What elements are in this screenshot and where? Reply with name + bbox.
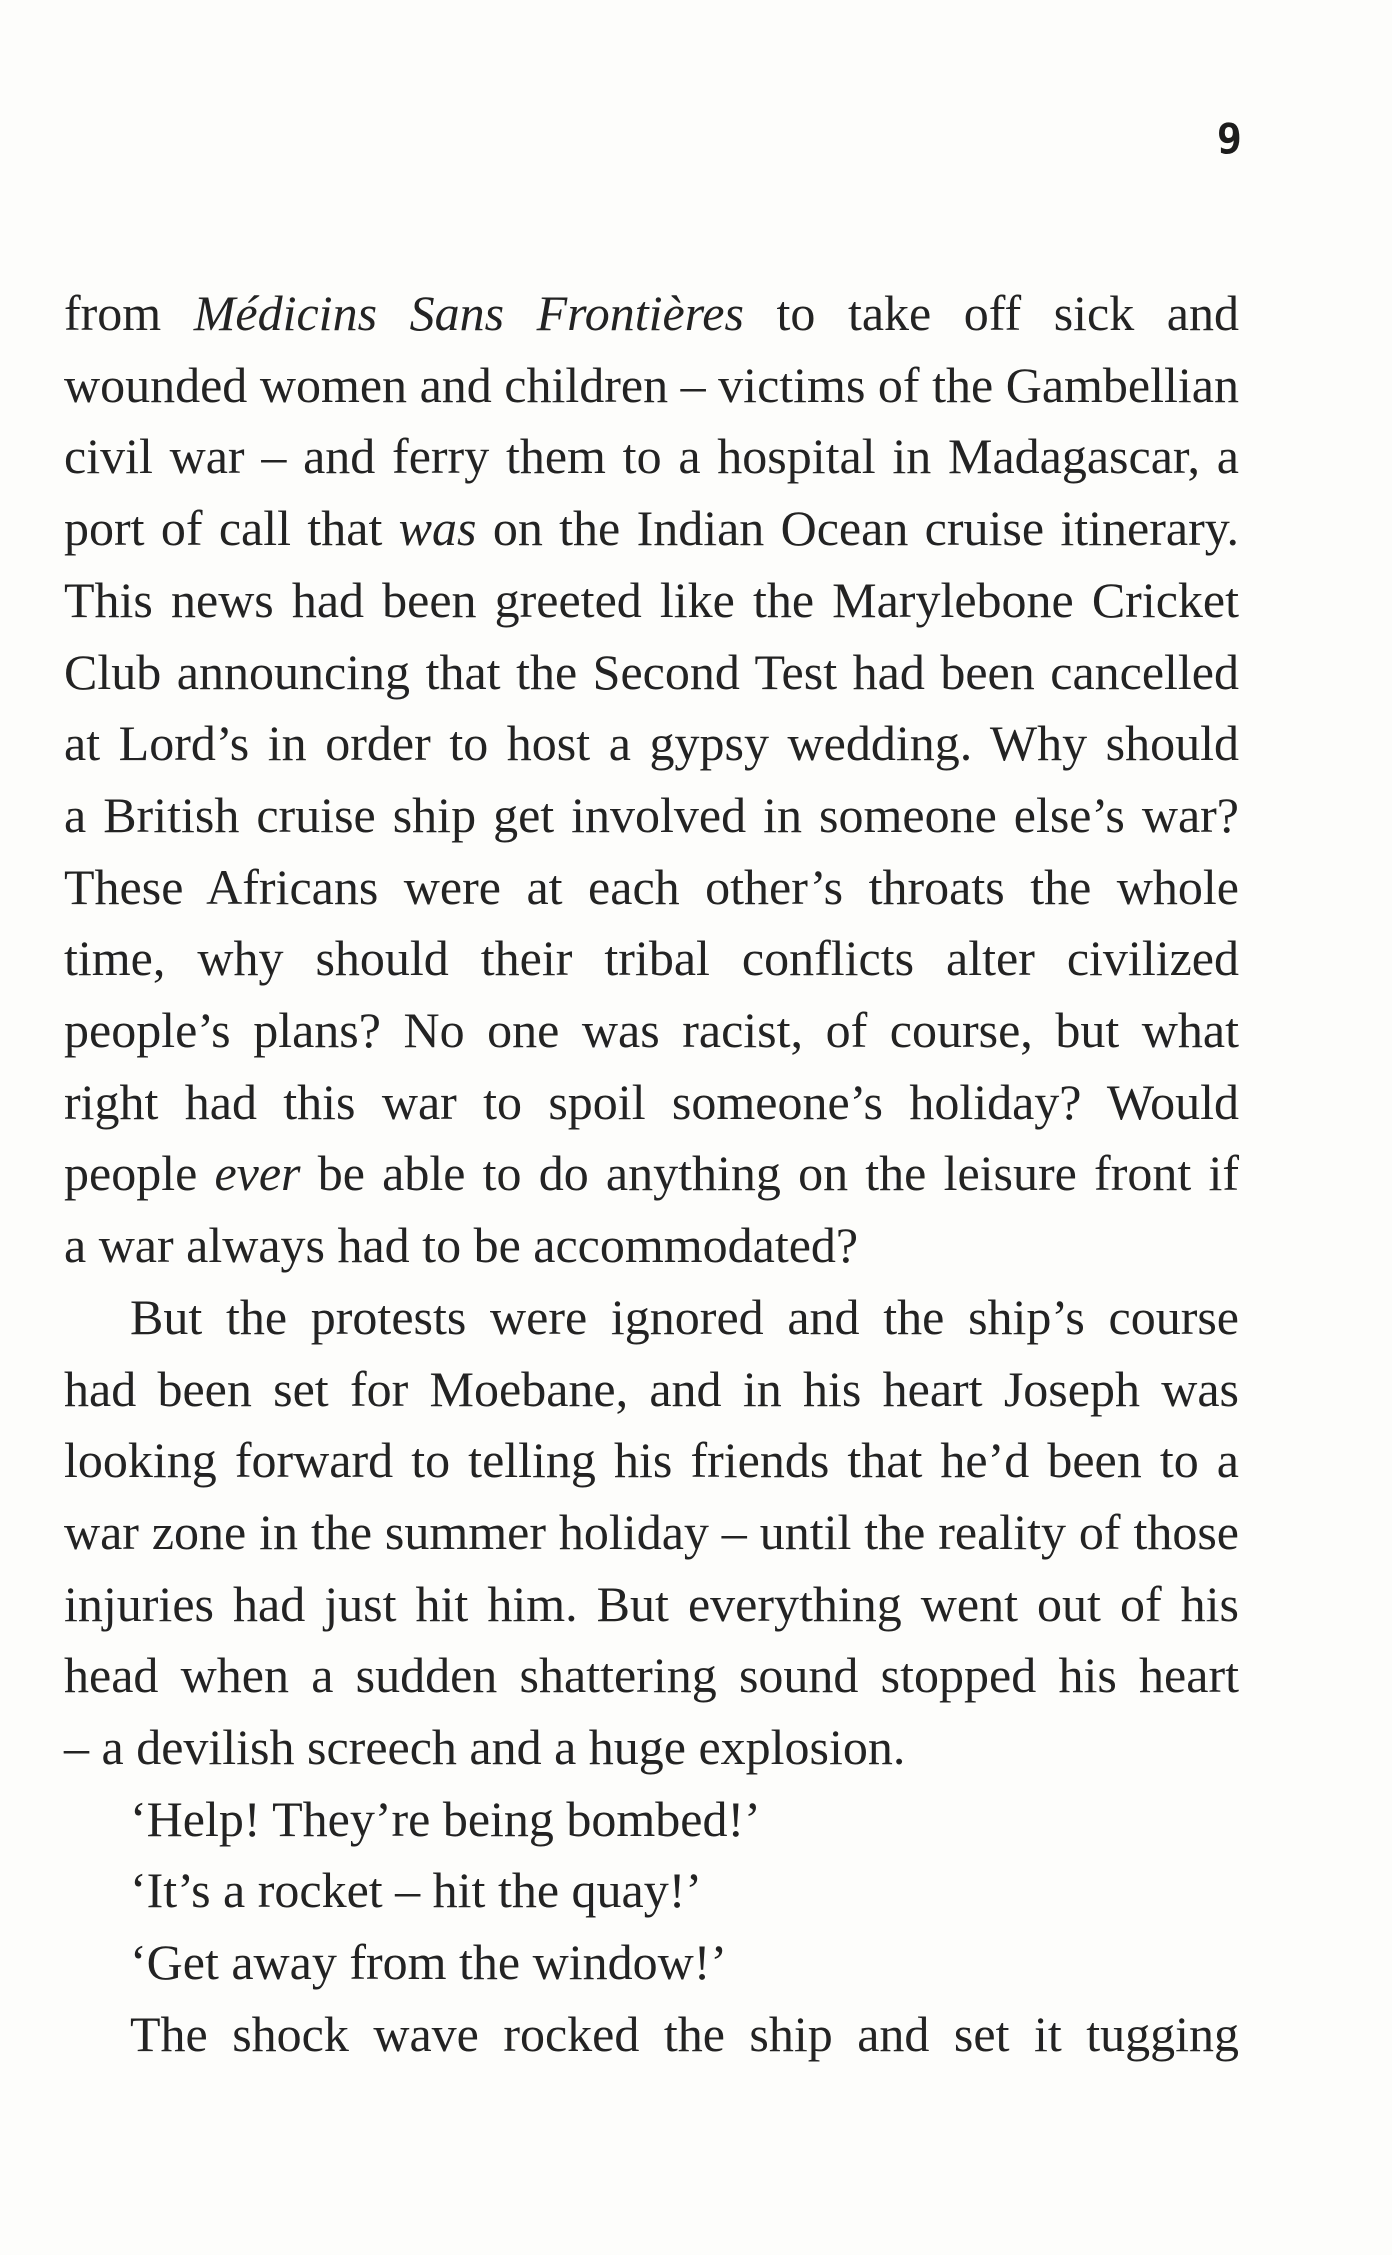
body-text bbox=[64, 278, 1239, 2071]
text-run: head when a sudden shattering sound stopped his heart bbox=[64, 1647, 1239, 1704]
text-line bbox=[64, 1569, 1239, 1641]
text-line bbox=[64, 278, 1239, 350]
text-run: – a devilish screech and a huge explosion. bbox=[64, 1719, 906, 1776]
text-run: These Africans were at each other’s throats the whole bbox=[64, 858, 1239, 915]
text-line bbox=[64, 1138, 1239, 1210]
text-run: from bbox=[64, 285, 194, 341]
text-line bbox=[64, 565, 1239, 637]
text-run: on the Indian Ocean cruise itinerary. bbox=[476, 500, 1239, 557]
text-line bbox=[64, 493, 1239, 565]
text-run: ‘Get away from the window!’ bbox=[130, 1934, 728, 1991]
italic-run: Médicins Sans Frontières bbox=[193, 285, 744, 341]
text-line bbox=[64, 852, 1239, 924]
text-line bbox=[64, 1425, 1239, 1497]
text-line bbox=[64, 1354, 1239, 1426]
text-run: people bbox=[64, 1145, 215, 1202]
text-line bbox=[64, 780, 1239, 852]
paragraph bbox=[64, 278, 1239, 1282]
text-run: Club announcing that the Second Test had been cancelled bbox=[64, 643, 1239, 700]
paragraph bbox=[64, 1784, 1239, 1856]
text-line bbox=[64, 1927, 1239, 1999]
italic-run: ever bbox=[214, 1145, 301, 1202]
text-line bbox=[64, 1282, 1239, 1354]
text-line bbox=[64, 1067, 1239, 1139]
text-run: people’s plans? No one was racist, of course, but what bbox=[64, 1002, 1239, 1059]
text-run: looking forward to telling his friends that he’d been to a bbox=[64, 1432, 1239, 1489]
text-run: ‘Help! They’re being bombed!’ bbox=[130, 1790, 761, 1847]
text-run: had been set for Moebane, and in his heart Joseph was bbox=[64, 1360, 1239, 1417]
text-line bbox=[64, 350, 1239, 422]
text-run: time, why should their tribal conflicts alter civilized bbox=[64, 930, 1239, 987]
text-line bbox=[64, 1497, 1239, 1569]
text-run: But the protests were ignored and the ship’s course bbox=[130, 1288, 1239, 1345]
text-run: The shock wave rocked the ship and set it tugging bbox=[130, 2005, 1239, 2062]
text-line bbox=[64, 637, 1239, 709]
text-run: a war always had to be accommodated? bbox=[64, 1217, 859, 1274]
text-line bbox=[64, 995, 1239, 1067]
text-run: to take off sick and bbox=[743, 285, 1239, 341]
text-run: right had this war to spoil someone’s holiday? Would bbox=[64, 1073, 1239, 1130]
paragraph bbox=[64, 1282, 1239, 1784]
text-line bbox=[64, 923, 1239, 995]
text-run: This news had been greeted like the Marylebone Cricket bbox=[64, 571, 1239, 628]
text-run: wounded women and children – victims of the Gambellian bbox=[64, 356, 1239, 413]
paragraph bbox=[64, 1927, 1239, 1999]
italic-run: was bbox=[398, 500, 477, 557]
text-run: be able to do anything on the leisure front if bbox=[300, 1145, 1239, 1202]
text-run: at Lord’s in order to host a gypsy wedding. Why should bbox=[64, 715, 1239, 772]
text-run: injuries had just hit him. But everything went out of his bbox=[64, 1575, 1239, 1632]
text-line bbox=[64, 1210, 1239, 1282]
text-run: war zone in the summer holiday – until the reality of those bbox=[64, 1503, 1239, 1560]
paragraph bbox=[64, 1999, 1239, 2071]
text-line bbox=[64, 1712, 1239, 1784]
text-line bbox=[64, 1999, 1239, 2071]
text-line bbox=[64, 421, 1239, 493]
page-number: 9 bbox=[1216, 114, 1242, 163]
text-line bbox=[64, 708, 1239, 780]
text-line bbox=[64, 1855, 1239, 1927]
text-line bbox=[64, 1784, 1239, 1856]
paragraph bbox=[64, 1855, 1239, 1927]
text-line bbox=[64, 1640, 1239, 1712]
text-run: civil war – and ferry them to a hospital in Madagascar, a bbox=[64, 428, 1239, 485]
text-run: ‘It’s a rocket – hit the quay!’ bbox=[130, 1862, 703, 1919]
text-run: port of call that bbox=[64, 500, 399, 557]
text-run: a British cruise ship get involved in someone else’s war? bbox=[64, 786, 1239, 843]
